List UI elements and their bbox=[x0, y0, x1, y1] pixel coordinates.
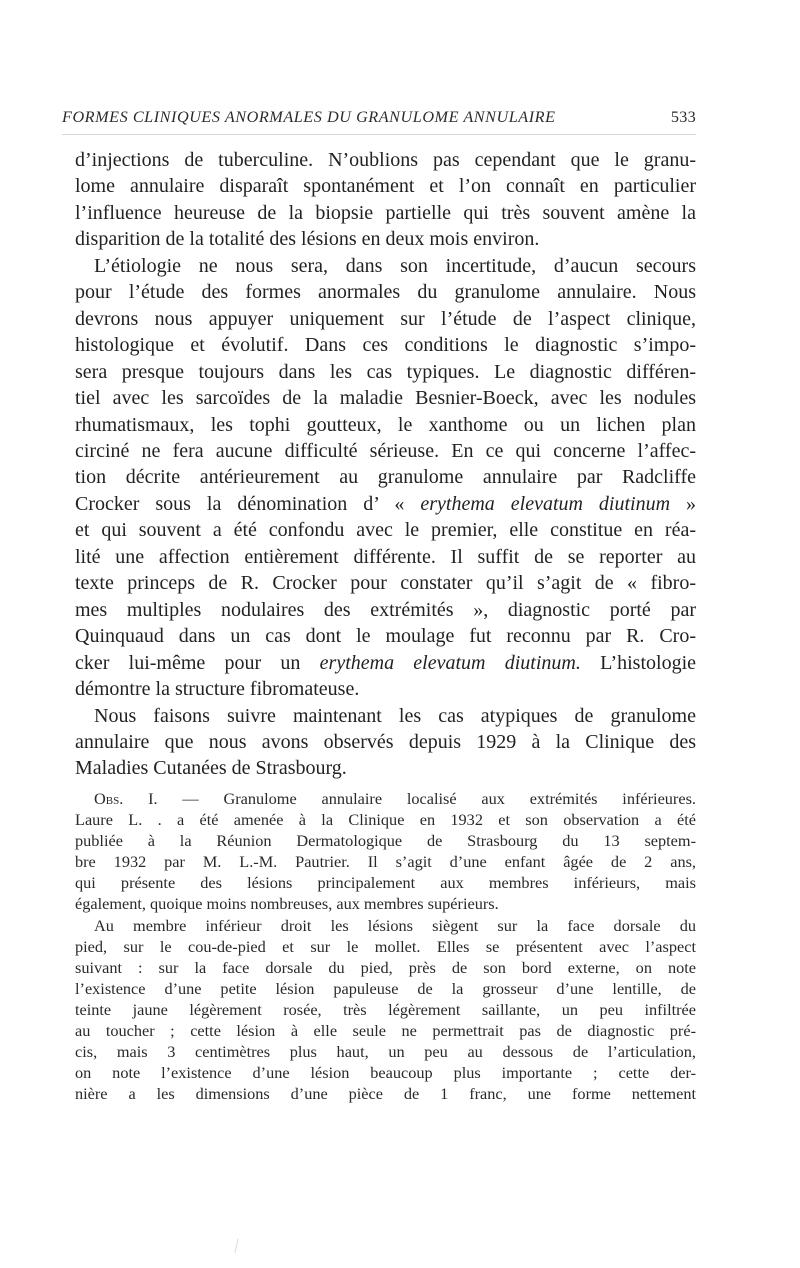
note-line: Laure L. . a été amenée à la Clinique en 1932 et son observation a été bbox=[75, 810, 696, 830]
note-line: publiée à la Réunion Dermatologique de Strasbourg du 13 septem- bbox=[75, 831, 696, 851]
text-line: disparition de la totalité des lésions en deux mois environ. bbox=[75, 228, 540, 251]
note-line: on note l’existence d’une lésion beaucoup plus importante ; cette der- bbox=[75, 1063, 696, 1083]
observation-label: Obs. I. bbox=[94, 789, 158, 808]
observation-summary bbox=[75, 788, 696, 915]
text-line bbox=[75, 650, 696, 676]
text-line: annulaire que nous avons observés depuis 1929 à la Clinique des bbox=[75, 730, 696, 753]
line-prefix: Crocker sous la dénomination d’ « bbox=[75, 492, 421, 515]
text-line: sera presque toujours dans les cas typiques. Le diagnostic différen- bbox=[75, 360, 696, 383]
running-title: FORMES CLINIQUES ANORMALES DU GRANULOME ANNULAIRE bbox=[62, 108, 556, 126]
text-line: rhumatismaux, les tophi goutteux, le xanthome ou un lichen plan bbox=[75, 413, 696, 436]
text-line: devrons nous appuyer uniquement sur l’étude de l’aspect clinique, bbox=[75, 307, 696, 330]
text-line: histologique et évolutif. Dans ces conditions le diagnostic s’impo- bbox=[75, 334, 696, 357]
text-line: l’influence heureuse de la biopsie partielle qui très souvent amène la bbox=[75, 201, 696, 224]
observation-title: — Granulome annulaire localisé aux extrémités inférieures. bbox=[157, 789, 696, 808]
running-header bbox=[62, 107, 696, 127]
header-divider bbox=[62, 134, 696, 135]
text-line: Quinquaud dans un cas dont le moulage fut reconnu par R. Cro- bbox=[75, 625, 696, 648]
line-prefix: cker lui-même pour un bbox=[75, 651, 320, 674]
paragraph-3 bbox=[75, 703, 696, 782]
text-line bbox=[75, 491, 696, 517]
line-suffix: » bbox=[670, 492, 696, 515]
note-line bbox=[75, 788, 696, 809]
main-text bbox=[75, 147, 696, 782]
text-line: mes multiples nodulaires des extrémités », diagnostic porté par bbox=[75, 598, 696, 621]
text-line: tiel avec les sarcoïdes de la maladie Besnier-Boeck, avec les nodules bbox=[75, 387, 696, 410]
paper-mark bbox=[235, 1239, 241, 1253]
note-line: cis, mais 3 centimètres plus haut, un peu au dessous de l’articulation, bbox=[75, 1042, 696, 1062]
text-line: texte princeps de R. Crocker pour constater qu’il s’agit de « fibro- bbox=[75, 572, 696, 595]
note-line: teinte jaune légèrement rosée, très légèrement saillante, un peu infiltrée bbox=[75, 999, 696, 1019]
line-suffix: L’histologie bbox=[580, 651, 697, 674]
note-line: suivant : sur la face dorsale du pied, près de son bord externe, on note bbox=[75, 957, 696, 977]
page-number: 533 bbox=[670, 108, 696, 126]
text-line: démontre la structure fibromateuse. bbox=[75, 678, 360, 701]
text-line: circiné ne fera aucune difficulté sérieuse. En ce qui concerne l’affec- bbox=[75, 439, 696, 462]
note-line: également, quoique moins nombreuses, aux membres supérieurs. bbox=[75, 894, 499, 914]
note-line: pied, sur le cou-de-pied et sur le mollet. Elles se présentent avec l’aspect bbox=[75, 936, 696, 956]
observation-description bbox=[75, 915, 696, 1105]
note-line: Au membre inférieur droit les lésions siègent sur la face dorsale du bbox=[94, 915, 696, 935]
observation-notes bbox=[75, 788, 696, 1104]
italic-term: erythema elevatum diutinum bbox=[420, 492, 671, 515]
text-line: et qui souvent a été confondu avec le premier, elle constitue en réa- bbox=[75, 519, 696, 542]
text-line: L’étiologie ne nous sera, dans son incertitude, d’aucun secours bbox=[94, 254, 696, 277]
italic-term: erythema elevatum diutinum. bbox=[319, 651, 581, 674]
paragraph-1 bbox=[75, 147, 696, 253]
text-line: d’injections de tuberculine. N’oublions pas cependant que le granu- bbox=[75, 149, 696, 171]
paragraph-2 bbox=[75, 253, 696, 703]
text-line: lome annulaire disparaît spontanément et l’on connaît en particulier bbox=[75, 175, 696, 198]
note-line: qui présente des lésions principalement aux membres inférieurs, mais bbox=[75, 873, 696, 893]
text-line: lité une affection entièrement différente. Il suffit de se reporter au bbox=[75, 545, 696, 568]
note-line: nière a les dimensions d’une pièce de 1 franc, une forme nettement bbox=[75, 1084, 696, 1104]
note-line: l’existence d’une petite lésion papuleuse de la grosseur d’une lentille, de bbox=[75, 978, 696, 998]
note-line: au toucher ; cette lésion à elle seule ne permettrait pas de diagnostic pré- bbox=[75, 1021, 696, 1041]
text-line: tion décrite antérieurement au granulome annulaire par Radcliffe bbox=[75, 466, 696, 489]
text-line: Nous faisons suivre maintenant les cas atypiques de granulome bbox=[94, 704, 696, 727]
note-line: bre 1932 par M. L.-M. Pautrier. Il s’agit d’une enfant âgée de 2 ans, bbox=[75, 852, 696, 872]
text-line: Maladies Cutanées de Strasbourg. bbox=[75, 757, 347, 780]
text-line: pour l’étude des formes anormales du granulome annulaire. Nous bbox=[75, 281, 696, 304]
